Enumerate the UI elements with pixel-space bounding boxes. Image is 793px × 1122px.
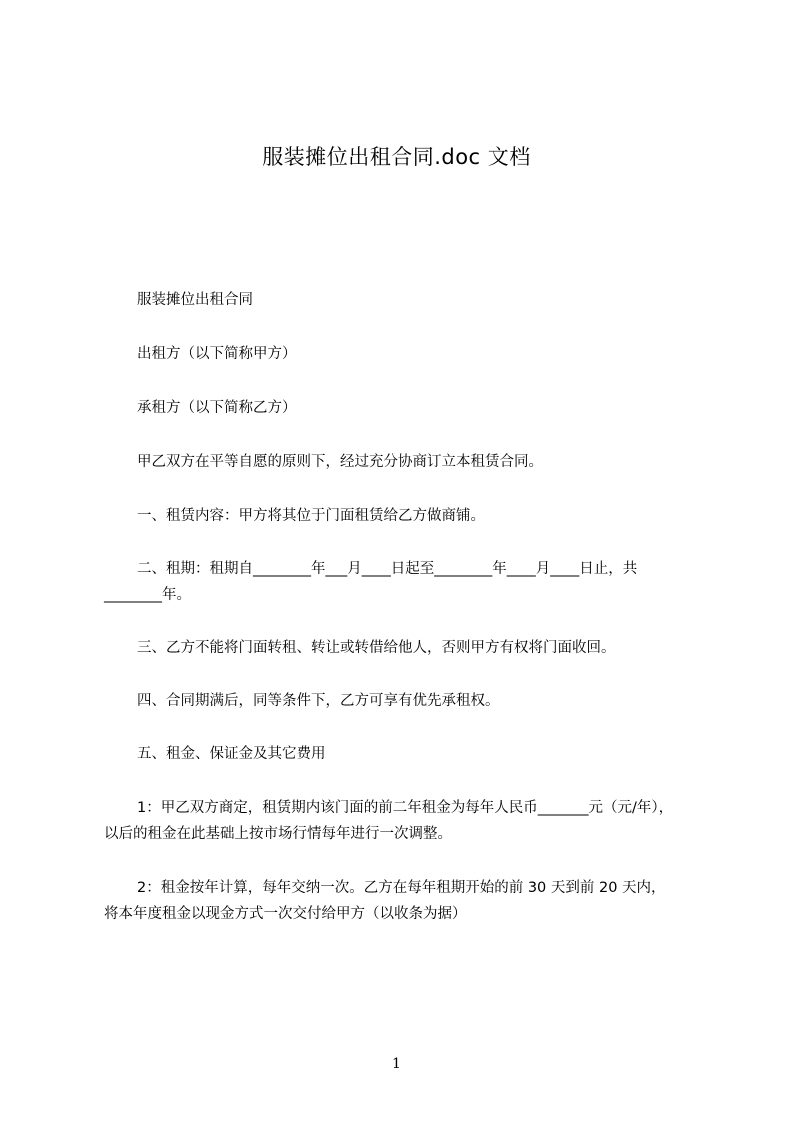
clause-lease-term-line-1: 二、租期：租期自________年___月____日起至________年____月____日止，共 [137,561,638,577]
page-number: 1 [392,1056,401,1072]
clause-lease-term-line-2: ________年。 [104,587,191,603]
paragraph-lessee: 承租方（以下简称乙方） [137,400,297,416]
clause-lease-term [104,556,694,608]
clause-no-sublease: 三、乙方不能将门面转租、转让或转借给他人，否则甲方有权将门面收回。 [137,640,616,656]
clause-rent-item-1 [104,795,694,847]
clause-rent-item-2-line-2: 将本年度租金以现金方式一次交付给甲方（以收条为据） [104,906,467,922]
clause-rent-item-1-line-1: 1：甲乙双方商定，租赁期内该门面的前二年租金为每年人民币_______元（元/年）， [137,800,674,816]
clause-renewal-priority: 四、合同期满后，同等条件下，乙方可享有优先承租权。 [137,693,500,709]
clause-rent-item-2 [104,875,694,927]
document-title: 服装摊位出租合同.doc 文档 [262,145,531,169]
clause-rent-item-1-line-2: 以后的租金在此基础上按市场行情每年进行一次调整。 [104,826,452,842]
paragraph-preamble: 甲乙双方在平等自愿的原则下，经过充分协商订立本租赁合同。 [137,454,543,470]
paragraph-lessor: 出租方（以下简称甲方） [137,346,297,362]
paragraph-contract-name: 服装摊位出租合同 [137,292,253,308]
clause-lease-content: 一、租赁内容：甲方将其位于门面租赁给乙方做商铺。 [137,508,485,524]
clause-rent-heading: 五、租金、保证金及其它费用 [137,746,326,762]
clause-rent-item-2-line-1: 2：租金按年计算，每年交纳一次。乙方在每年租期开始的前 30 天到前 20 天内， [137,880,666,896]
